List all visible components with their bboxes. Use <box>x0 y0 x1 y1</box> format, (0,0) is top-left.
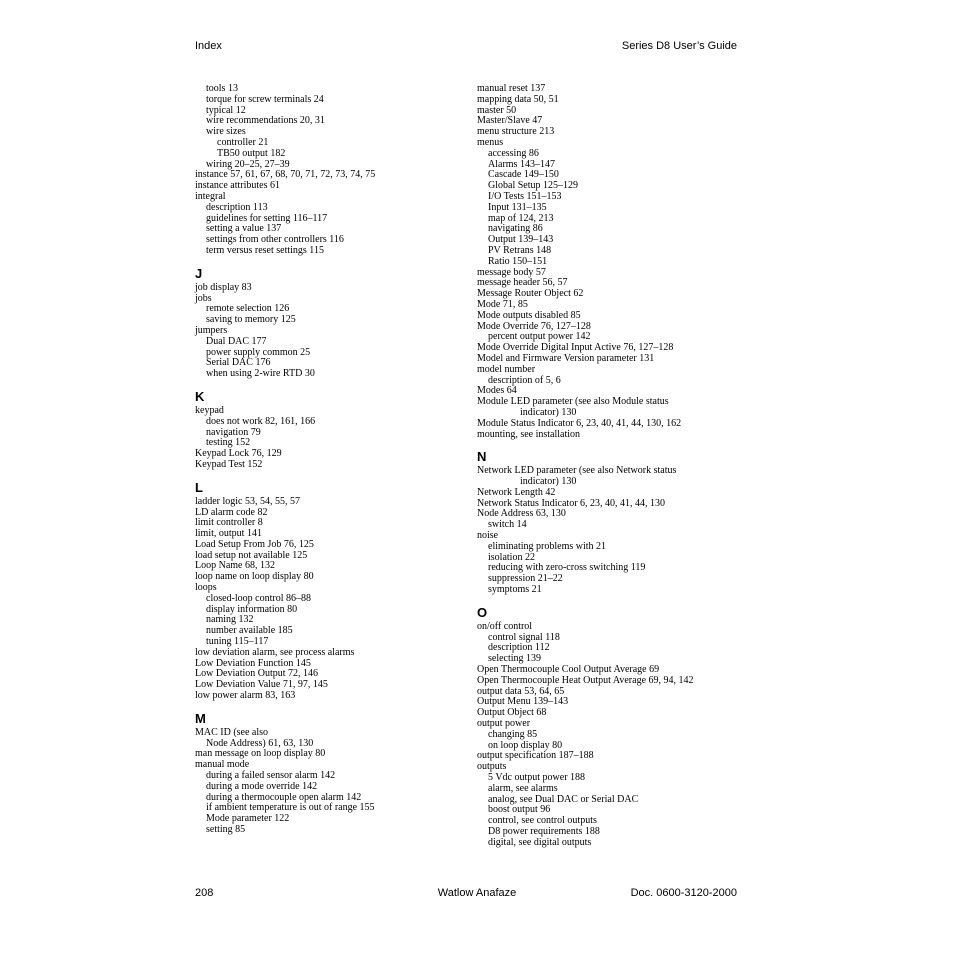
index-entry: Mode Override Digital Input Active 76, 127–128 <box>477 342 674 354</box>
index-subentry: control signal 118 <box>488 631 560 643</box>
index-subentry: Node Address) 61, 63, 130 <box>206 737 314 749</box>
index-entry: output power <box>477 718 531 730</box>
section-letter: K <box>195 388 205 404</box>
index-subentry: navigation 79 <box>206 426 261 438</box>
index-subentry: Ratio 150–151 <box>488 255 548 267</box>
index-subentry: closed-loop control 86–88 <box>206 592 311 604</box>
index-subentry: during a mode override 142 <box>206 780 318 792</box>
page-number: 208 <box>195 887 214 899</box>
index-entry: message header 56, 57 <box>477 277 568 289</box>
index-subentry: boost output 96 <box>488 804 551 816</box>
index-subentry: description 112 <box>488 642 550 654</box>
index-entry: Modes 64 <box>477 385 517 397</box>
index-entry: Loop Name 68, 132 <box>195 560 275 572</box>
index-subentry: power supply common 25 <box>206 346 311 358</box>
index-subentry: saving to memory 125 <box>206 314 296 326</box>
index-subentry: guidelines for setting 116–117 <box>206 212 328 224</box>
index-subentry: suppression 21–22 <box>488 573 563 585</box>
index-subentry: setting a value 137 <box>206 223 282 235</box>
index-entry: job display 83 <box>195 281 252 293</box>
index-column-left <box>195 84 465 836</box>
section-letter: N <box>477 449 487 465</box>
index-entry: noise <box>477 530 499 542</box>
index-entry: Network Status Indicator 6, 23, 40, 41, 44, 130 <box>477 497 666 509</box>
index-entry: Module Status Indicator 6, 23, 40, 41, 44, 130, 162 <box>477 417 682 429</box>
section-letter: J <box>195 265 203 281</box>
index-subentry: changing 85 <box>488 728 538 740</box>
index-entry: loop name on loop display 80 <box>195 571 314 583</box>
index-subentry: number available 185 <box>206 625 293 637</box>
index-entry: Open Thermocouple Cool Output Average 69 <box>477 664 660 676</box>
running-header-right: Series D8 User’s Guide <box>621 40 737 52</box>
index-entry: man message on loop display 80 <box>195 748 326 760</box>
index-entry: Load Setup From Job 76, 125 <box>195 538 314 550</box>
index-entry: Network Length 42 <box>477 486 556 498</box>
index-entry: Mode outputs disabled 85 <box>477 309 581 321</box>
index-entry: on/off control <box>477 620 533 632</box>
index-subentry: D8 power requirements 188 <box>488 826 600 837</box>
section-letter: O <box>477 604 488 620</box>
index-subentry: PV Retrans 148 <box>488 244 552 256</box>
index-entry: menus <box>477 136 504 148</box>
index-entry: integral <box>195 190 226 202</box>
index-entry: MAC ID (see also <box>195 726 269 738</box>
section-letter: M <box>195 710 206 726</box>
index-entry: instance 57, 61, 67, 68, 70, 71, 72, 73, 74, 75 <box>195 169 376 181</box>
index-subentry: when using 2-wire RTD 30 <box>206 368 315 380</box>
index-subentry: torque for screw terminals 24 <box>206 93 324 105</box>
index-subentry: controller 21 <box>217 136 269 148</box>
index-subentry: wire recommendations 20, 31 <box>206 115 325 127</box>
index-entry: Keypad Test 152 <box>195 458 263 470</box>
index-subentry: typical 12 <box>206 104 246 116</box>
index-subentry: Output 139–143 <box>488 234 554 246</box>
index-subentry: if ambient temperature is out of range 155 <box>206 802 375 814</box>
index-subentry: analog, see Dual DAC or Serial DAC <box>488 793 639 805</box>
index-subentry: Dual DAC 177 <box>206 335 267 347</box>
index-subentry: description of 5, 6 <box>488 374 561 386</box>
index-subentry: control, see control outputs <box>488 815 597 827</box>
index-entry: Mode 71, 85 <box>477 298 528 310</box>
index-entry: Open Thermocouple Heat Output Average 69, 94, 142 <box>477 674 694 686</box>
index-subentry: Global Setup 125–129 <box>488 180 578 192</box>
index-subentry: indicator) 130 <box>520 406 577 418</box>
index-entry: Keypad Lock 76, 129 <box>195 448 282 460</box>
index-subentry: digital, see digital outputs <box>488 836 592 848</box>
index-subentry: Input 131–135 <box>488 201 547 213</box>
index-subentry: navigating 86 <box>488 223 543 235</box>
index-subentry: symptoms 21 <box>488 584 542 596</box>
index-subentry: does not work 82, 161, 166 <box>206 415 316 427</box>
index-subentry: on loop display 80 <box>488 739 563 751</box>
index-entry: Network LED parameter (see also Network status <box>477 465 677 477</box>
footer-publisher: Watlow Anafaze <box>437 887 517 899</box>
index-entry: Message Router Object 62 <box>477 288 584 300</box>
index-subentry: description 113 <box>206 201 268 213</box>
index-subentry: during a thermocouple open alarm 142 <box>206 791 362 803</box>
index-subentry: Cascade 149–150 <box>488 169 559 181</box>
index-entry: low power alarm 83, 163 <box>195 690 296 702</box>
index-column-right <box>477 84 752 849</box>
index-subentry: testing 152 <box>206 437 251 449</box>
index-subentry: percent output power 142 <box>488 331 591 343</box>
index-subentry: wiring 20–25, 27–39 <box>206 158 290 170</box>
index-subentry: during a failed sensor alarm 142 <box>206 770 336 782</box>
index-subentry: wire sizes <box>206 126 246 138</box>
index-subentry: map of 124, 213 <box>488 212 554 224</box>
index-subentry: tools 13 <box>206 83 238 94</box>
index-entry: mapping data 50, 51 <box>477 93 559 105</box>
index-subentry: Alarms 143–147 <box>488 158 555 170</box>
index-subentry: eliminating problems with 21 <box>488 540 607 552</box>
index-entry: Mode Override 76, 127–128 <box>477 320 591 332</box>
index-subentry: selecting 139 <box>488 653 542 665</box>
index-entry: outputs <box>477 761 507 773</box>
index-entry: Output Object 68 <box>477 707 547 719</box>
index-entry: message body 57 <box>477 266 546 278</box>
index-entry: menu structure 213 <box>477 126 555 138</box>
running-header-left: Index <box>195 40 222 52</box>
index-entry: manual reset 137 <box>477 83 546 94</box>
index-subentry: settings from other controllers 116 <box>206 234 344 246</box>
index-entry: loops <box>195 582 217 594</box>
index-subentry: accessing 86 <box>488 147 539 159</box>
index-entry: low deviation alarm, see process alarms <box>195 646 355 658</box>
index-entry: Master/Slave 47 <box>477 115 543 127</box>
index-entry: jumpers <box>195 324 228 336</box>
index-entry: LD alarm code 82 <box>195 506 268 518</box>
index-entry: jobs <box>195 292 212 304</box>
index-entry: output specification 187–188 <box>477 750 594 762</box>
index-subentry: Serial DAC 176 <box>206 357 271 369</box>
index-subentry: switch 14 <box>488 519 527 531</box>
footer-doc-number: Doc. 0600-3120-2000 <box>630 887 737 899</box>
index-entry: Low Deviation Function 145 <box>195 657 311 669</box>
index-entry: limit, output 141 <box>195 528 262 540</box>
index-entry: master 50 <box>477 104 517 116</box>
index-subentry: setting 85 <box>206 824 246 836</box>
index-subentry: alarm, see alarms <box>488 782 558 794</box>
index-entry: Node Address 63, 130 <box>477 508 566 520</box>
index-subentry: remote selection 126 <box>206 303 290 315</box>
index-entry: limit controller 8 <box>195 517 263 529</box>
index-entry: Output Menu 139–143 <box>477 696 569 708</box>
index-entry: output data 53, 64, 65 <box>477 685 565 697</box>
index-entry: manual mode <box>195 759 250 771</box>
index-subentry: naming 132 <box>206 614 254 626</box>
index-subentry: indicator) 130 <box>520 476 577 488</box>
index-subentry: 5 Vdc output power 188 <box>488 772 586 784</box>
index-entry: Model and Firmware Version parameter 131 <box>477 352 655 364</box>
index-subentry: Mode parameter 122 <box>206 813 290 825</box>
index-entry: Low Deviation Output 72, 146 <box>195 668 319 680</box>
index-subentry: isolation 22 <box>488 551 535 563</box>
index-entry: keypad <box>195 404 224 416</box>
index-entry: mounting, see installation <box>477 428 581 440</box>
index-entry: Module LED parameter (see also Module status <box>477 396 669 408</box>
index-entry: instance attributes 61 <box>195 180 280 192</box>
index-entry: Low Deviation Value 71, 97, 145 <box>195 679 328 691</box>
index-subentry: TB50 output 182 <box>217 147 286 159</box>
index-subentry: term versus reset settings 115 <box>206 244 324 256</box>
index-entry: load setup not available 125 <box>195 549 308 561</box>
index-subentry: display information 80 <box>206 603 298 615</box>
index-entry: ladder logic 53, 54, 55, 57 <box>195 495 300 507</box>
index-entry: model number <box>477 363 536 375</box>
index-subentry: tuning 115–117 <box>206 636 269 648</box>
index-subentry: I/O Tests 151–153 <box>488 190 562 202</box>
index-subentry: reducing with zero-cross switching 119 <box>488 562 646 574</box>
section-letter: L <box>195 479 203 495</box>
